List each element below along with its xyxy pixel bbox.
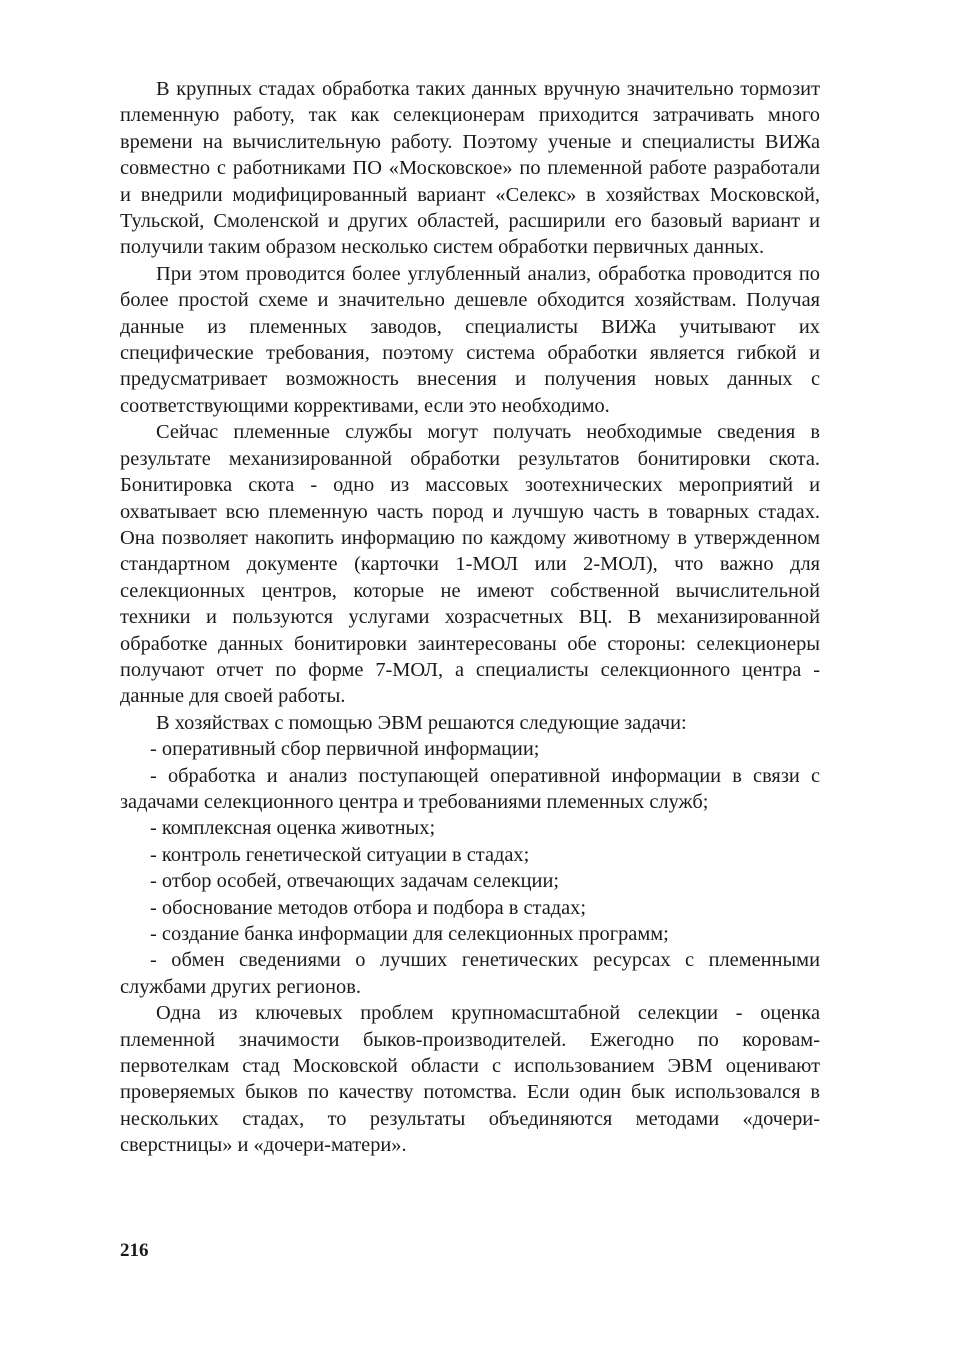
list-item: - обработка и анализ поступающей оперативной информации в связи с задачами селекционного центра и требованиями племенных служб; <box>120 764 820 813</box>
list-item: - обоснование методов отбора и подбора в стадах; <box>150 896 587 919</box>
list-item: - создание банка информации для селекционных программ; <box>150 923 669 945</box>
paragraph: При этом проводится более углубленный анализ, обработка проводится по более простой схеме и значительно дешевле обходится хозяйствам. Получая данные из племенных заводов, специалисты ВИЖа учитывают их специфические требования, поэтому система обработки является гибкой и предусматривает возможность внесения и получения новых данных с соответствующими коррективами, если это необходимо. <box>120 262 820 417</box>
page-body <box>120 76 820 1159</box>
list-item: - обмен сведениями о лучших генетических ресурсах с племенными службами других регионов. <box>120 949 820 998</box>
paragraph: Сейчас племенные службы могут получать необходимые сведения в результате механизированной обработки результатов бонитировки скота. Бонитировка скота - одно из массовых зоотехнических мероприятий и охватывает всю племенную часть пород и лучшую часть в товарных стадах. Она позволяет накопить информацию по каждому животному в утвержденном стандартном документе (карточки 1-МОЛ или 2-МОЛ), что важно для селекционных центров, которые не имеют собственной вычислительной техники и пользуются услугами хозрасчетных ВЦ. В механизированной обработке данных бонитировки заинтересованы обе стороны: селекционеры получают отчет по форме 7-МОЛ, а специалисты селекционного центра - данные для своей работы. <box>120 421 820 708</box>
paragraph: В хозяйствах с помощью ЭВМ решаются следующие задачи: <box>156 711 687 734</box>
list-item: - отбор особей, отвечающих задачам селекции; <box>150 870 560 893</box>
list-item: - контроль генетической ситуации в стадах; <box>150 843 530 866</box>
paragraph: Одна из ключевых проблем крупномасштабной селекции - оценка племенной значимости быков-производителей. Ежегодно по коровам-первотелкам стад Московской области с использованием ЭВМ оценивают проверяемых быков по качеству потомства. Если один бык использовался в нескольких стадах, то результаты объединяются методами «дочери-сверстницы» и «дочери-матери». <box>120 1002 820 1157</box>
page-number: 216 <box>120 1240 149 1261</box>
paragraph: В крупных стадах обработка таких данных вручную значительно тормозит племенную работу, так как селекционерам приходится затрачивать много времени на вычислительную работу. Поэтому ученые и специалисты ВИЖа совместно с работниками ПО «Московское» по племенной работе разработали и внедрили модифицированный вариант «Селекс» в хозяйствах Московской, Тульской, Смоленской и других областей, расширили его базовый вариант и получили таким образом несколько систем обработки первичных данных. <box>120 78 820 259</box>
list-item: - комплексная оценка животных; <box>150 817 436 840</box>
list-item: - оперативный сбор первичной информации; <box>150 738 540 761</box>
